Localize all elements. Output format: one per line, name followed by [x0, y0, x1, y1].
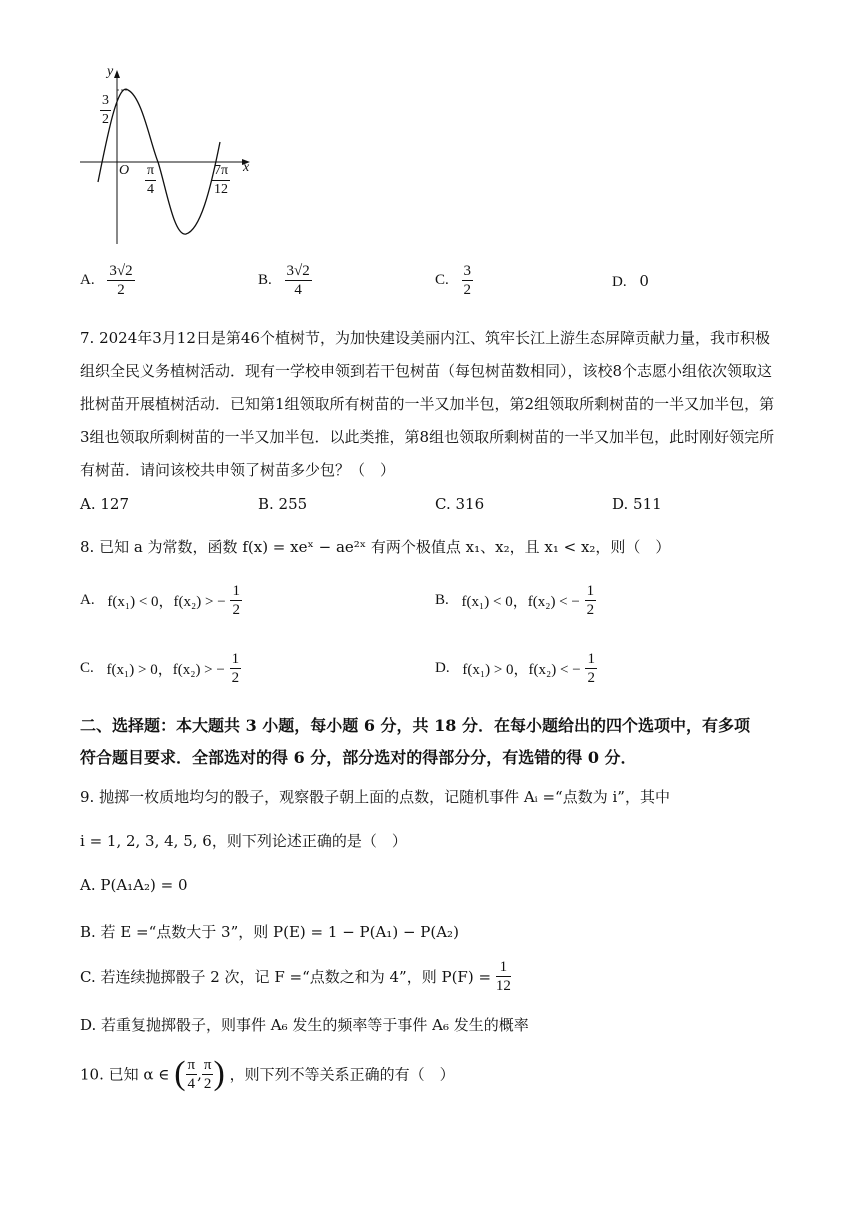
q6-option-b[interactable]: B. $\frac{3√2}{4}$: [258, 263, 310, 298]
q6-a-frac: $\frac{3√2}{2}$: [109, 263, 133, 298]
q8-option-d[interactable]: D. f(x₁) > 0，f(x₂) < − $\frac{1}{2}$: [435, 651, 595, 686]
q9-line-2: i = 1, 2, 3, 4, 5, 6，则下列论述正确的是（ ）: [80, 832, 407, 850]
q7-line-1: 7. 2024年3月12日是第46个植树节，为加快建设美丽内江、筑牢长江上游生态屏障贡献力量，我市积极: [80, 329, 770, 347]
x-tick-7pi-12: $\frac{7\pi}{12}$: [214, 163, 229, 197]
q8-option-c[interactable]: C. f(x₁) > 0，f(x₂) > − $\frac{1}{2}$: [80, 651, 240, 686]
q7-option-c[interactable]: C. 316: [435, 495, 485, 513]
q7-stem: [80, 322, 774, 487]
q6-b-frac: $\frac{3√2}{4}$: [286, 263, 310, 298]
q9-option-b[interactable]: B. 若 E =“点数大于 3”，则 P(E) = 1 − P(A₁) − P(A₂): [80, 923, 459, 941]
q9-option-d[interactable]: D. 若重复抛掷骰子，则事件 A₆ 发生的频率等于事件 A₆ 发生的概率: [80, 1016, 529, 1034]
q6-option-d[interactable]: D. 0: [612, 272, 649, 290]
origin-label: O: [119, 163, 130, 178]
q7-line-3: 批树苗开展植树活动．已知第1组领取所有树苗的一半又加半包，第2组领取所剩树苗的一半又加半包，第: [80, 395, 775, 413]
q7-option-b[interactable]: B. 255: [258, 495, 308, 513]
x-axis-label: x: [243, 160, 250, 175]
q6-option-c[interactable]: C. $\frac{3}{2}$: [435, 263, 472, 298]
x-tick-pi-4: $\frac{\pi}{4}$: [147, 163, 155, 197]
q9-option-c[interactable]: C. 若连续抛掷骰子 2 次，记 F =“点数之和为 4”，则 P(F) = $\frac{1}{12}$: [80, 959, 511, 994]
q7-line-4: 3组也领取所剩树苗的一半又加半包．以此类推，第8组也领取所剩树苗的一半又加半包，此时刚好领完所: [80, 428, 775, 446]
q9-option-a[interactable]: A. P(A₁A₂) = 0: [80, 876, 188, 894]
q7-line-5: 有树苗．请问该校共申领了树苗多少包？（ ）: [80, 461, 396, 479]
y-axis-arrow: [114, 70, 120, 78]
q7-line-2: 组织全民义务植树活动．现有一学校申领到若干包树苗（每包树苗数相同），该校8个志愿小组依次领取这: [80, 362, 773, 380]
q9-line-1: 9. 抛掷一枚质地均匀的骰子，观察骰子朝上面的点数，记随机事件 Aᵢ =“点数为 i”，其中: [80, 788, 670, 806]
section-2-heading: 二、选择题：本大题共 3 小题，每小题 6 分，共 18 分．在每小题给出的四个选项中，有多项 符合题目要求．全部选对的得 6 分，部分选对的得部分分，有选错的得 0 分．: [80, 716, 750, 767]
q7-option-a[interactable]: A. 127: [80, 495, 129, 513]
sine-graph: [70, 62, 260, 247]
q6-option-a[interactable]: A. $\frac{3√2}{2}$: [80, 263, 133, 298]
q6-c-frac: $\frac{3}{2}$: [463, 263, 472, 298]
q8-stem: 8. 已知 a 为常数，函数 f(x) = xeˣ − ae²ˣ 有两个极值点 x₁、x₂，且 x₁ < x₂，则（ ）: [80, 538, 671, 556]
y-axis-label: y: [107, 64, 114, 79]
q8-option-b[interactable]: B. f(x₁) < 0，f(x₂) < − $\frac{1}{2}$: [435, 583, 595, 618]
q10-stem: 10. 已知 α ∈ ( $\frac{\pi}{4}$ , $\frac{\pi}{2}$ ) ，则下列不等关系正确的有（ ）: [80, 1055, 455, 1092]
q7-option-d[interactable]: D. 511: [612, 495, 662, 513]
q8-option-a[interactable]: A. f(x₁) < 0，f(x₂) > − $\frac{1}{2}$: [80, 583, 240, 618]
y-tick-label: $\frac{3}{2}$: [102, 93, 109, 127]
